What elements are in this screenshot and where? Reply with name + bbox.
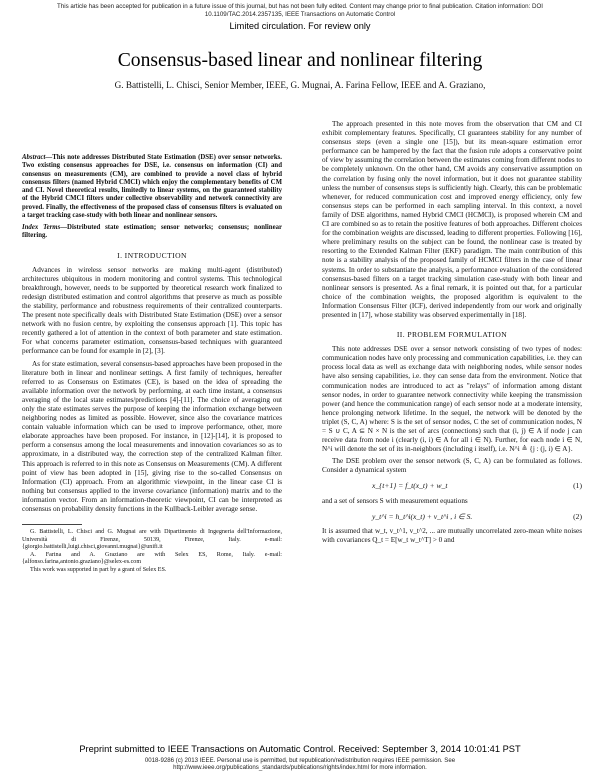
copyright-line-2: http://www.ieee.org/publications_standards/publications/rights/index.html for more information. <box>173 764 427 772</box>
footnote-affiliation-2: A. Farina and A. Graziano are with Selex ES, Rome, Italy. e-mail: {alfonso.farina,antonio.graziano}@selex-es.com <box>22 551 282 566</box>
equation-2-number: (2) <box>573 511 582 521</box>
equation-2 <box>322 512 582 521</box>
intro-paragraph-3: The approach presented in this note moves from the observation that CM and CI exhibit complementary features. Specifically, CI guarantees stability for any number of consensus steps (even a single one [15]), but its mean-square estimation error performance can be hampered by the fact that the fusion rule adopts a conservative point of view by assuming the correlation between the estimates coming from different nodes to be completely unknown. On the other hand, CM avoids any conservative assumption on the correlation by fusing only the novel information, but it does not guarantee stability unless the number of consensus steps is sufficiently high. Clearly, this can be problematic whenever, for reduced communication cost and improved energy efficiency, only few consensus steps can be performed in each sampling interval. In this context, a novel family of DSE algorithms, named Hybrid CMCI (HCMCI), is proposed wherein CM and CI are combined so as to retain the positive features of both approaches. Different choices for the combination weights are discussed, leading to different properties. Following [16], where preliminary results on the subject can be found, the nonlinear case is treated by resorting to the Extended Kalman Filter (EKF) paradigm. The main contribution of this note is a stability analysis of the proposed family of HCMCI filters in the case of linear systems. In order to substantiate the analysis, a performance evaluation of the considered consensus-based filters on a target tracking simulation case-study with both linear and nonlinear sensors is presented. As a final remark, it is pointed out that, for a particular choice of the combination weights, the proposed algorithm is equivalent to the Information Consensus Filter (ICF), derived independently from our work and originally presented in [17], whose stability was observed experimentally in [18]. <box>322 120 582 319</box>
section-heading-problem-formulation: II. PROBLEM FORMULATION <box>396 330 508 340</box>
section-heading-introduction: I. INTRODUCTION <box>117 250 187 260</box>
abstract-text: This note addresses Distributed State Estimation (DSE) over sensor networks. Two existing consensus approaches for DSE, i.e. consensus on information (CI) and consensus on measurements (CM), are combined to provide a novel class of hybrid consensus filters (named Hybrid CMCI) which enjoy the complementary benefits of CM and CI. Novel theoretical results, limitedly to linear systems, on the guaranteed stability of the Hybrid CMCI filters under collective observability and network connectivity are proved. Finally, the effectiveness of the proposed class of consensus filters is evaluated on a target tracking case-study with both linear and nonlinear sensors. <box>22 154 282 219</box>
abstract-label: Abstract— <box>22 154 53 161</box>
index-terms-text: Distributed state estimation; sensor networks; consensus; nonlinear filtering. <box>22 224 282 240</box>
paper-title: Consensus-based linear and nonlinear filtering <box>117 50 483 71</box>
paper-authors: G. Battistelli, L. Chisci, Senior Member, IEEE, G. Mugnai, A. Farina Fellow, IEEE and A. Graziano, <box>114 80 486 90</box>
footnote-affiliation-1: G. Battistelli, L. Chisci and G. Mugnai are with Dipartimento di Ingegneria dell'Informazione, Università di Firenze, 50139, Firenze, Italy. e-mail: {giorgio.battistelli,luigi.chisci,giovanni.mugnai}@unifi.it <box>22 529 282 551</box>
equation-1 <box>322 481 582 490</box>
abstract <box>22 154 282 220</box>
footnote-divider <box>22 524 82 525</box>
left-column <box>22 120 282 574</box>
footnote-funding: This work was supported in part by a grant of Selex ES. <box>30 566 167 573</box>
journal-notice-line-2: 10.1109/TAC.2014.2357135, IEEE Transactions on Automatic Control <box>204 11 396 18</box>
equation-1-expression: x_{t+1} = f_t(x_t) + w_t <box>372 481 448 491</box>
equation-2-expression: y_t^i = h_t^i(x_t) + v_t^i , i ∈ S. <box>372 511 473 521</box>
problem-paragraph-4: It is assumed that w_t, v_t^1, v_t^2, ... are mutually uncorrelated zero-mean white noises with covariances Q_t = E[w_t w_t^T] > 0 and <box>322 526 582 544</box>
copyright-notice <box>0 757 600 772</box>
problem-paragraph-2: The DSE problem over the sensor network (S, C, A) can be formulated as follows. Consider a dynamical system <box>322 457 582 475</box>
limited-circulation: Limited circulation. For review only <box>229 21 371 31</box>
journal-notice-line-1: This article has been accepted for publication in a future issue of this journal, but has not been fully edited. Content may change prior to final publication. Citation information: DOI <box>57 3 543 10</box>
right-column <box>322 120 582 545</box>
copyright-line-1: 0018-9286 (c) 2013 IEEE. Personal use is permitted, but republication/redistribution requires IEEE permission. See <box>144 757 456 764</box>
preprint-notice: Preprint submitted to IEEE Transactions on Automatic Control. Received: September 3, 2014 10:01:41 PST <box>79 744 521 754</box>
journal-notice <box>0 3 600 19</box>
index-terms-label: Index Terms— <box>22 224 68 231</box>
index-terms <box>22 224 282 241</box>
problem-paragraph-3: and a set of sensors S with measurement equations <box>322 496 468 505</box>
problem-paragraph-1: This note addresses DSE over a sensor network consisting of two types of nodes: communication nodes have only processing and communication capabilities, i.e. they can process local data as well as exchange data with neighboring nodes, while sensor nodes have also sensing capabilities, i.e. they can sense data from the environment. Notice that communication nodes are introduced to act as "relays" of information among distant sensor nodes, in order to guarantee network connectivity while keeping the transmission power (and hence the communication range) of each sensor node at a moderate intensity, hence prolonging network lifetime. In the sequel, the network will be denoted by the triplet (S, C, A) where: S is the set of sensor nodes, C the set of communication nodes, N = S ∪ C, A ⊆ N × N is the set of arcs (connections) such that (i, j) ∈ A if node j can receive data from node i (clearly (i, i) ∈ A for all i ∈ N). Further, for each node i ∈ N, N^i will denote the set of its in-neighbors (including i itself), i.e. N^i ≜ {j : (j, i) ∈ A}. <box>322 345 582 454</box>
intro-paragraph-2: As for state estimation, several consensus-based approaches have been proposed in the literature both in linear and nonlinear settings. A first family of techniques, hereafter referred to as Consensus on Estimates (CE), is based on the idea of spreading the available information over the network by performing, at each time instant, a consensus averaging of the local state estimates/predictions [4]-[11]. The choice of averaging out only the state estimates serves the purpose of keeping the information exchange between neighboring nodes as limited as possible. However, since also the covariance matrices contain valuable information which can be used to improve performance, other, more elaborate approaches have been proposed. For instance, in [12]-[14], it is proposed to perform a consensus among the local measurements and innovation covariances so as to approximate, in a distributed way, the correction step of the centralized Kalman filter. This approach is referred to in this note as Consensus on Measurements (CM). A different point of view has been adopted in [15], giving rise to the so-called Consensus on Information (CI) approach. From an algorithmic viewpoint, in the linear case CI is nothing but consensus applied to the inverse covariance (information) matrix and to the information vector. From an information-theoretic viewpoint, CI can be interpreted as consensus on probability density functions in the Kullback-Leibler average sense. <box>22 359 282 514</box>
intro-paragraph-1: Advances in wireless sensor networks are making multi-agent (distributed) architectures ubiquitous in modern monitoring and control systems. This technological breakthrough, however, needs to be supported by theoretical research work finalized to redesign distributed estimation and control algorithms that preserve as much as possible the stability, performance and robustness requirements of their centralized counterparts. The present note specifically deals with Distributed State Estimation (DSE) over a sensor network with no fusion centre, by exploiting the consensus approach [1]. This topic has recently gathered a lot of attention in the context of both parameter and state estimation. For what concerns parameter estimation, consensus-based techniques with guaranteed performance can be found for example in [2], [3]. <box>22 265 282 356</box>
equation-1-number: (1) <box>573 481 582 491</box>
